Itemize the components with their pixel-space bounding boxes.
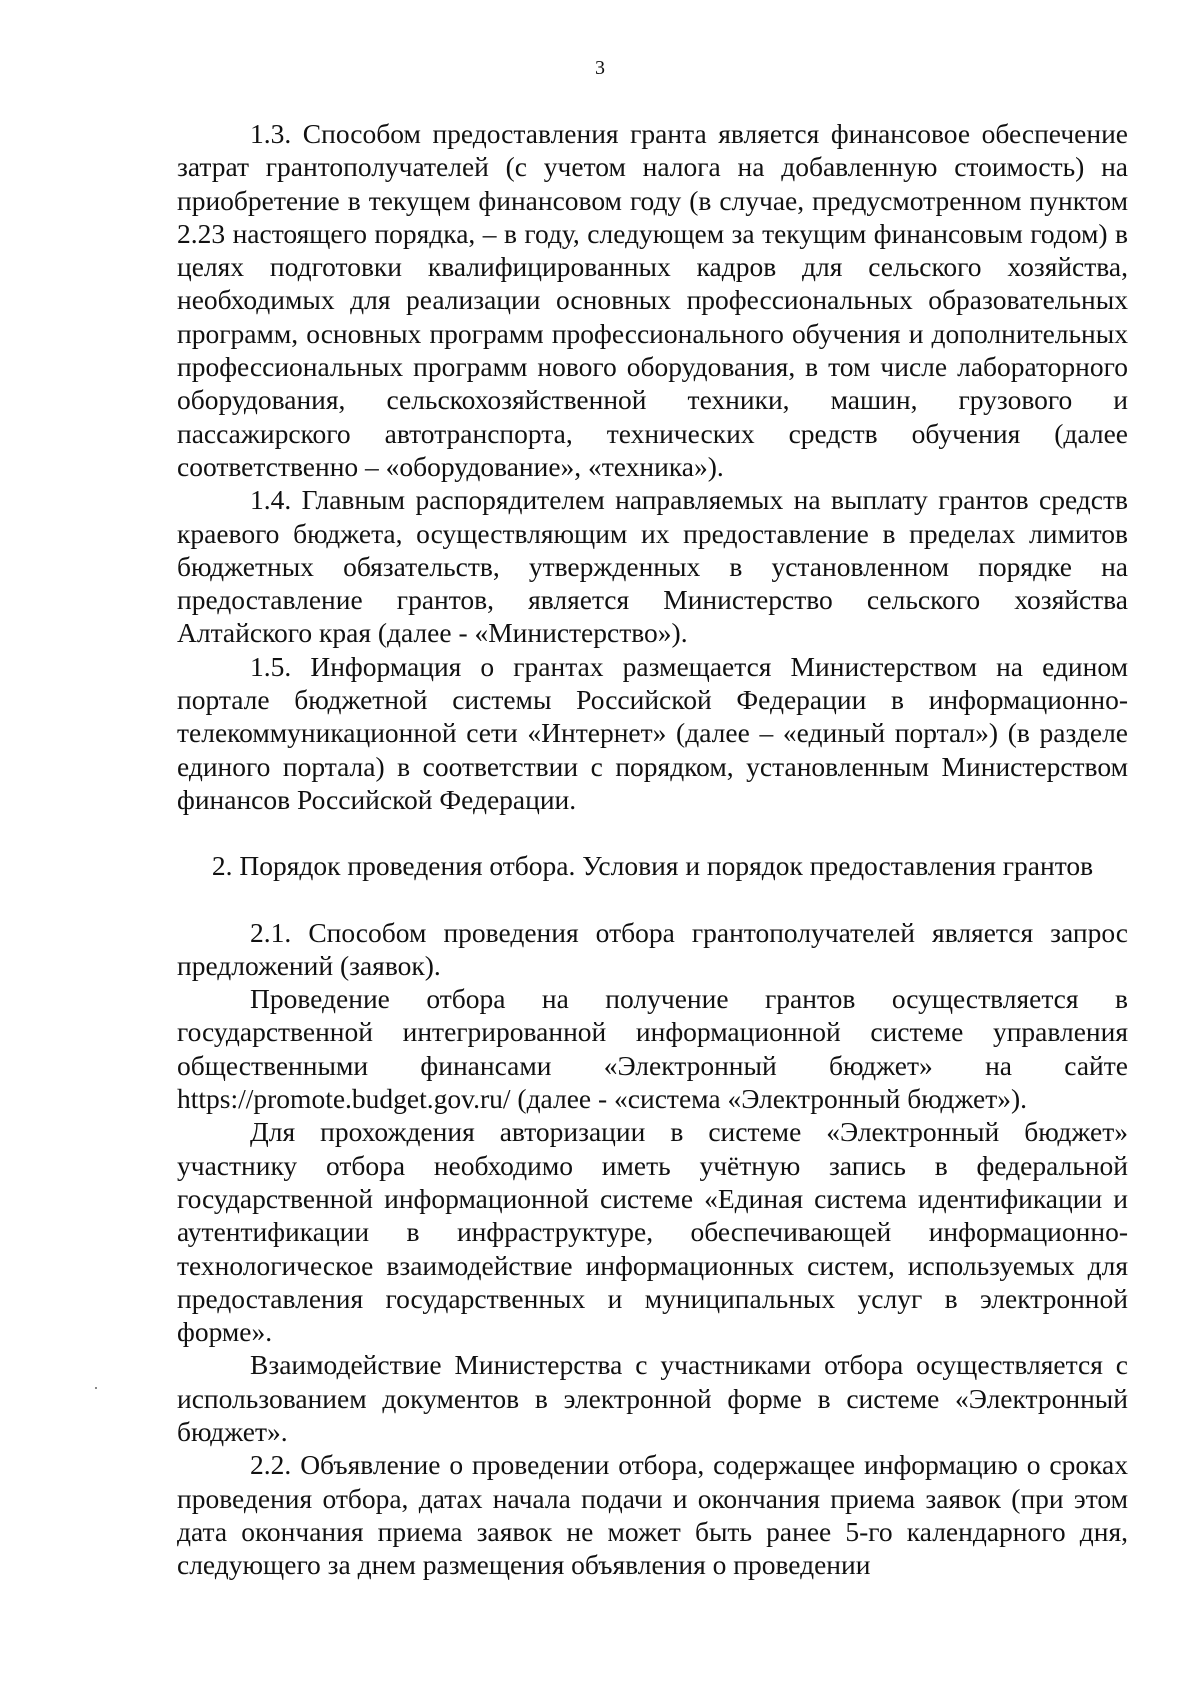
paragraph-1-3: 1.3. Способом предоставления гранта является финансовое обеспечение затрат грантополучателей (с учетом налога на добавленную стоимость) на приобретение в текущем финансовом году (в случае, предусмотренном пунктом 2.23 настоящего порядка, – в году, следующем за текущим финансовым годом) в целях подготовки квалифицированных кадров для сельского хозяйства, необходимых для реализации основных профессиональных образовательных программ, основных программ профессионального обучения и дополнительных профессиональных программ нового оборудования, в том числе лабораторного оборудования, сельскохозяйственной техники, машин, грузового и пассажирского автотранспорта, технических средств обучения (далее соответственно – «оборудование», «техника»). bbox=[177, 118, 1128, 482]
paragraph-2-1-authorization: Для прохождения авторизации в системе «Электронный бюджет» участнику отбора необходимо иметь учётную запись в федеральной государственной информационной системе «Единая система идентификации и аутентификации в инфраструктуре, обеспечивающей информационно-технологическое взаимодействие информационных систем, используемых для предоставления государственных и муниципальных услуг в электронной форме». bbox=[177, 1116, 1128, 1348]
paragraph-1-4: 1.4. Главным распорядителем направляемых на выплату грантов средств краевого бюджета, осуществляющим их предоставление в пределах лимитов бюджетных обязательств, утвержденных в установленном порядке на предоставление грантов, является Министерство сельского хозяйства Алтайского края (далее - «Министерство»). bbox=[177, 484, 1128, 649]
spacer bbox=[177, 816, 1128, 849]
paragraph-2-2: 2.2. Объявление о проведении отбора, содержащее информацию о сроках проведения отбора, датах начала подачи и окончания приема заявок (при этом дата окончания приема заявок не может быть ранее 5-го календарного дня, следующего за днем размещения объявления о проведении bbox=[177, 1449, 1128, 1581]
paragraph-2-1: 2.1. Способом проведения отбора грантополучателей является запрос предложений (заявок). bbox=[177, 916, 1128, 981]
section-2-heading: 2. Порядок проведения отбора. Условия и порядок предоставления грантов bbox=[211, 850, 1094, 882]
spacer bbox=[177, 883, 1128, 916]
scan-speck bbox=[95, 1387, 97, 1389]
paragraph-2-1-interaction: Взаимодействие Министерства с участниками отбора осуществляется с использованием документов в электронной форме в системе «Электронный бюджет». bbox=[177, 1349, 1128, 1447]
paragraph-1-5: 1.5. Информация о грантах размещается Министерством на едином портале бюджетной системы Российской Федерации в информационно-телекоммуникационной сети «Интернет» (далее – «единый портал») (в разделе единого портала) в соответствии с порядком, установленным Министерством финансов Российской Федерации. bbox=[177, 650, 1128, 815]
page-number: 3 bbox=[595, 57, 605, 79]
paragraph-2-1-electronic-budget: Проведение отбора на получение грантов осуществляется в государственной интегрированной информационной системе управления общественными финансами «Электронный бюджет» на сайте https://promote.budget.gov.ru/ (далее - «система «Электронный бюджет»). bbox=[177, 983, 1128, 1115]
document-body bbox=[177, 117, 1128, 1581]
